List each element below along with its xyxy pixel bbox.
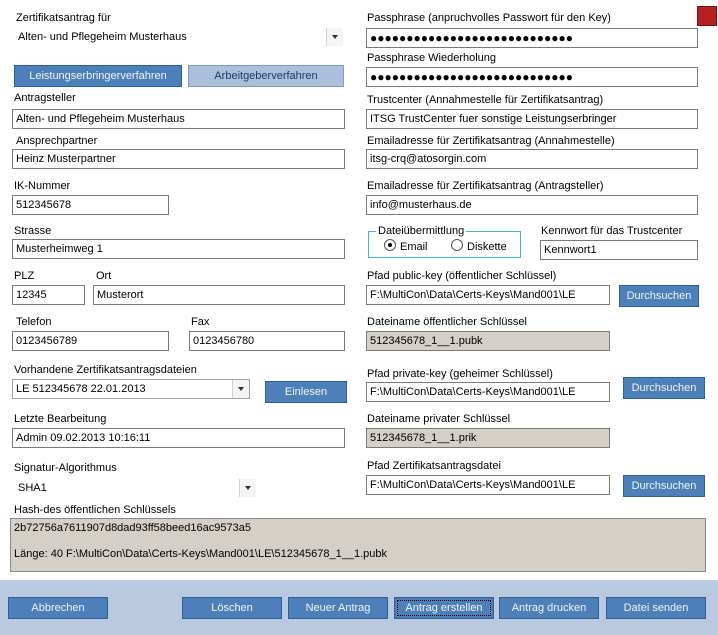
hash-value: 2b72756a7611907d8dad93ff58beed16ac9573a5 (14, 522, 251, 534)
plz-label: PLZ (14, 270, 35, 282)
pub-pfad-label: Pfad public-key (öffentlicher Schlüssel) (367, 270, 557, 282)
zertifikat-value: Alten- und Pflegeheim Musterhaus (18, 31, 187, 43)
vorhandene-value: LE 512345678 22.01.2013 (16, 383, 146, 395)
pub-durchsuchen-button[interactable]: Durchsuchen (619, 285, 699, 307)
pub-pfad-field[interactable]: F:\MultiCon\Data\Certs-Keys\Mand001\LE (366, 285, 610, 305)
email-annahme-field[interactable]: itsg-crq@atosorgin.com (366, 149, 698, 169)
radio-checked-icon[interactable] (384, 239, 396, 251)
dateiuebermittlung-label: Dateiübermittlung (378, 225, 465, 237)
radio-diskette-label: Diskette (467, 241, 507, 253)
telefon-field[interactable]: 0123456789 (12, 331, 169, 351)
zertifikat-label: Zertifikatsantrag für (16, 12, 111, 24)
einlesen-button[interactable]: Einlesen (265, 381, 347, 403)
priv-name-label: Dateiname privater Schlüssel (367, 413, 511, 425)
signatur-select[interactable] (14, 478, 257, 498)
chevron-down-icon[interactable] (232, 380, 249, 398)
trustcenter-field[interactable]: ITSG TrustCenter fuer sonstige Leistungserbringer (366, 109, 698, 129)
pub-name-label: Dateiname öffentlicher Schlüssel (367, 316, 527, 328)
letzte-bearbeitung-label: Letzte Bearbeitung (14, 413, 107, 425)
radio-email[interactable] (384, 239, 428, 253)
fax-field[interactable]: 0123456780 (189, 331, 345, 351)
signatur-label: Signatur-Algorithmus (14, 462, 117, 474)
zertifikat-select[interactable] (14, 27, 344, 47)
radio-diskette[interactable] (451, 239, 507, 253)
chevron-down-icon[interactable] (239, 479, 256, 497)
abbrechen-button[interactable]: Abbrechen (8, 597, 108, 619)
ik-nummer-label: IK-Nummer (14, 180, 71, 192)
antragsteller-label: Antragsteller (14, 92, 76, 104)
antrag-erstellen-button[interactable]: Antrag erstellen (394, 597, 494, 619)
datei-senden-button[interactable]: Datei senden (606, 597, 706, 619)
radio-email-label: Email (400, 241, 428, 253)
strasse-field[interactable]: Musterheimweg 1 (12, 239, 345, 259)
radio-unchecked-icon[interactable] (451, 239, 463, 251)
hash-length: Länge: 40 F:\MultiCon\Data\Certs-Keys\Mand001\LE\512345678_1__1.pubk (14, 548, 388, 560)
signatur-value: SHA1 (18, 482, 47, 494)
email-annahme-label: Emailadresse für Zertifikatsantrag (Annahmestelle) (367, 135, 615, 147)
fax-label: Fax (191, 316, 210, 328)
priv-name-field: 512345678_1__1.prik (366, 428, 610, 448)
priv-pfad-label: Pfad private-key (geheimer Schlüssel) (367, 368, 553, 380)
antrag-pfad-label: Pfad Zertifikatsantragsdatei (367, 460, 501, 472)
antrag-durchsuchen-button[interactable]: Durchsuchen (623, 475, 705, 497)
close-icon[interactable] (697, 6, 717, 26)
arbeitgeber-button[interactable]: Arbeitgeberverfahren (188, 65, 344, 87)
passphrase-field[interactable]: ●●●●●●●●●●●●●●●●●●●●●●●●●●●● (366, 28, 698, 48)
email-antragsteller-label: Emailadresse für Zertifikatsantrag (Antragsteller) (367, 180, 604, 192)
leistungserbringer-button[interactable]: Leistungserbringerverfahren (14, 65, 182, 87)
ort-label: Ort (96, 270, 112, 282)
telefon-label: Telefon (16, 316, 52, 328)
trustcenter-label: Trustcenter (Annahmestelle für Zertifikatsantrag) (367, 94, 604, 106)
neuer-antrag-button[interactable]: Neuer Antrag (288, 597, 388, 619)
priv-pfad-field[interactable]: F:\MultiCon\Data\Certs-Keys\Mand001\LE (366, 382, 610, 402)
ort-field[interactable]: Musterort (93, 285, 345, 305)
hash-box (10, 518, 706, 572)
ansprechpartner-label: Ansprechpartner (16, 135, 98, 147)
pub-name-field: 512345678_1__1.pubk (366, 331, 610, 351)
kennwort-label: Kennwort für das Trustcenter (541, 225, 683, 237)
antrag-pfad-field[interactable]: F:\MultiCon\Data\Certs-Keys\Mand001\LE (366, 475, 610, 495)
letzte-bearbeitung-field[interactable]: Admin 09.02.2013 10:16:11 (12, 428, 345, 448)
strasse-label: Strasse (14, 225, 52, 237)
priv-durchsuchen-button[interactable]: Durchsuchen (623, 377, 705, 399)
kennwort-field[interactable]: Kennwort1 (540, 240, 698, 260)
ik-nummer-field[interactable]: 512345678 (12, 195, 169, 215)
chevron-down-icon[interactable] (326, 28, 343, 46)
vorhandene-select[interactable] (12, 379, 250, 399)
antrag-drucken-button[interactable]: Antrag drucken (499, 597, 599, 619)
loeschen-button[interactable]: Löschen (182, 597, 282, 619)
email-antragsteller-field[interactable]: info@musterhaus.de (366, 195, 698, 215)
ansprechpartner-field[interactable]: Heinz Musterpartner (12, 149, 345, 169)
passphrase-repeat-field[interactable]: ●●●●●●●●●●●●●●●●●●●●●●●●●●●● (366, 67, 698, 87)
plz-field[interactable]: 12345 (12, 285, 85, 305)
antragsteller-field[interactable]: Alten- und Pflegeheim Musterhaus (12, 109, 345, 129)
hash-label: Hash-des öffentlichen Schlüssels (14, 504, 176, 516)
passphrase-label: Passphrase (anpruchvolles Passwort für den Key) (367, 12, 611, 24)
vorhandene-label: Vorhandene Zertifikatsantragsdateien (14, 364, 197, 376)
passphrase-repeat-label: Passphrase Wiederholung (367, 52, 497, 64)
